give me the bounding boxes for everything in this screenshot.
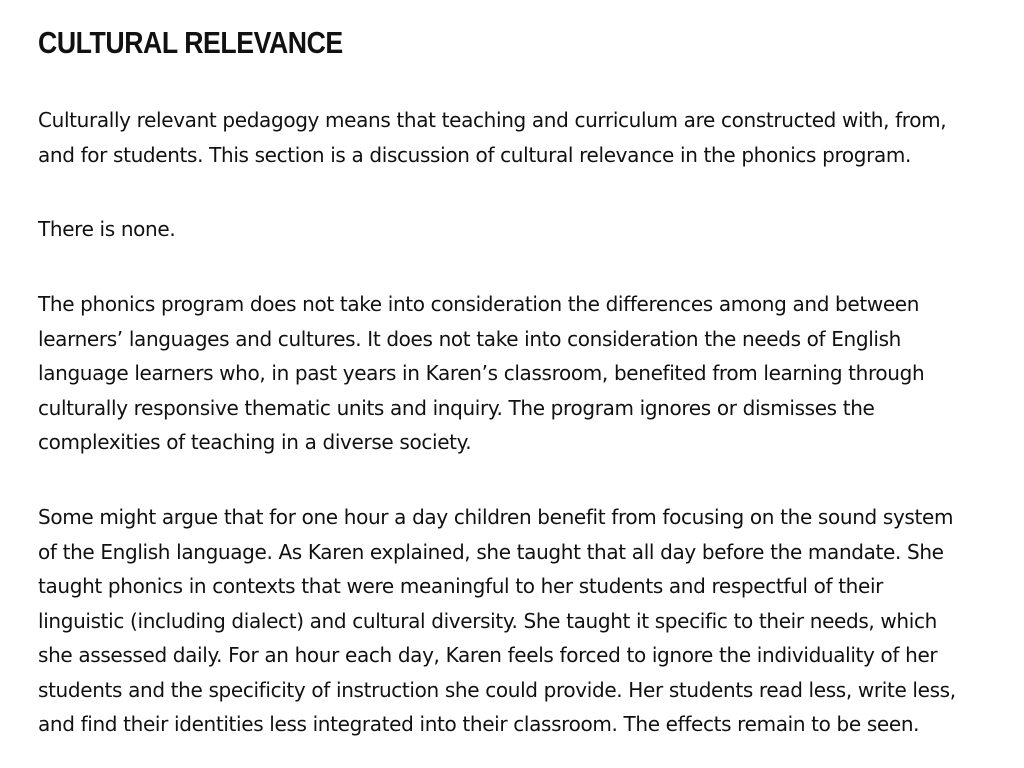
- text-line: learners’ languages and cultures. It does not take into consideration the needs of English: [38, 326, 902, 351]
- text-line: and for students. This section is a discussion of cultural relevance in the phonics program.: [38, 142, 912, 167]
- text-line: Culturally relevant pedagogy means that teaching and curriculum are constructed with, from,: [38, 108, 947, 132]
- text-line: of the English language. As Karen explained, she taught that all day before the mandate. She: [38, 539, 944, 564]
- document-page: [38, 0, 978, 736]
- text-line: linguistic (including dialect) and cultural diversity. She taught it specific to their needs, which: [38, 608, 937, 633]
- text-line: taught phonics in contexts that were meaningful to her students and respectful of their: [38, 574, 884, 598]
- text-line: she assessed daily. For an hour each day, Karen feels forced to ignore the individuality of her: [38, 643, 938, 667]
- text-line: and find their identities less integrated into their classroom. The effects remain to be seen.: [38, 712, 920, 736]
- text-line: culturally responsive thematic units and inquiry. The program ignores or dismisses the: [38, 395, 875, 420]
- text-line: students and the specificity of instruction she could provide. Her students read less, write less,: [38, 677, 956, 702]
- paragraph-none: [38, 212, 175, 247]
- text-line: There is none.: [38, 217, 176, 241]
- paragraph-intro: [38, 103, 946, 172]
- text-line: The phonics program does not take into consideration the differences among and between: [38, 292, 920, 316]
- page-title: CULTURAL RELEVANCE: [38, 25, 343, 60]
- paragraph-consideration: [38, 287, 924, 460]
- text-line: complexities of teaching in a diverse society.: [38, 430, 472, 454]
- text-line: language learners who, in past years in Karen’s classroom, benefited from learning through: [38, 361, 925, 385]
- text-line: Some might argue that for one hour a day children benefit from focusing on the sound system: [38, 505, 954, 529]
- paragraph-argument: [38, 500, 956, 742]
